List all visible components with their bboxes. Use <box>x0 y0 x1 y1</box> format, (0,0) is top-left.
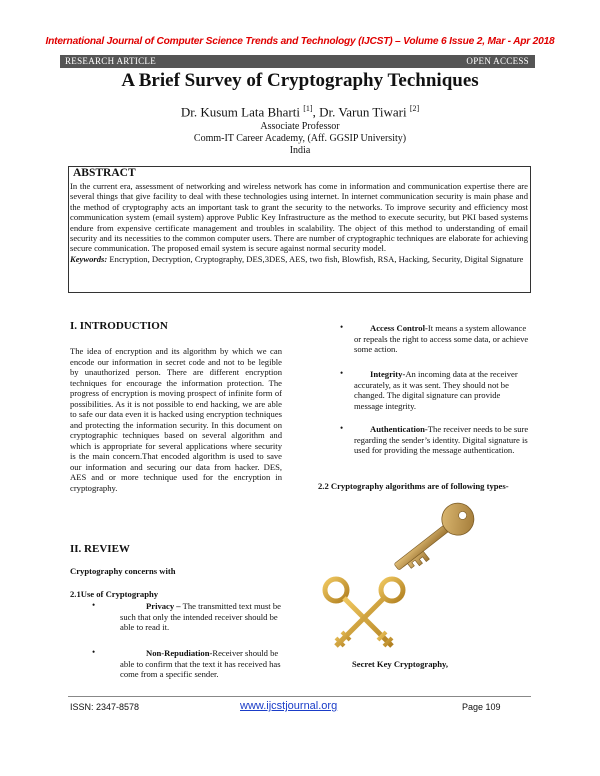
bullet-dot: • <box>92 647 96 657</box>
affiliation-institution: Comm-IT Career Academy, (Aff. GGSIP University) <box>193 133 407 144</box>
bullet-dot: • <box>340 423 344 433</box>
privacy-item <box>120 601 282 633</box>
privacy-term: Privacy – <box>146 601 181 611</box>
author-1: Dr. Kusum Lata Bharti <box>180 104 300 120</box>
affiliation-role: Associate Professor <box>260 121 340 132</box>
bullet-dot: • <box>340 368 344 378</box>
authentication-text: The receiver needs to be sure regarding the sender’s identity. Digital signature is used for providing the message authentication. <box>354 424 529 455</box>
access-control-text: It means a system allowance or repeals the right to access some data, or achieve some action. <box>354 323 529 354</box>
integrity-term: Integrity- <box>370 369 406 379</box>
author-2: , Dr. Varun Tiwari <box>312 104 407 120</box>
keywords-list: Encryption, Decryption, Cryptography, DES,3DES, AES, two fish, Blowfish, RSA, Hacking, Security, Digital Signature <box>107 253 524 264</box>
abstract-heading: ABSTRACT <box>73 167 136 179</box>
journal-header: International Journal of Computer Science Trends and Technology (IJCST) – Volume 6 Issue 2, Mar - Apr 2018 <box>45 36 555 47</box>
authors <box>0 104 600 120</box>
single-key-image <box>380 497 490 577</box>
bullet-dot: • <box>92 600 96 610</box>
access-control-term: Access Control- <box>370 323 428 333</box>
keywords-label: Keywords: <box>70 253 108 264</box>
non-repudiation-text: Receiver should be able to confirm that the text it has received has come from a specific sender. <box>120 648 281 679</box>
footer-divider <box>68 696 531 697</box>
bullet-dot: • <box>340 322 344 332</box>
non-repudiation-term: Non-Repudiation- <box>146 648 213 658</box>
intro-heading: I. INTRODUCTION <box>70 320 168 332</box>
intro-text: The idea of encryption and its algorithm by which we can encode our information in secret code and not to be legible by unauthorized person. There are different encryption techniques for encourage the information protection. The progress of encryption is moving prospect of infinite form of possibilities. As it is not possible to end hacking, we are able to safe our data even it is hacked using encryption techniques and protecting the information security. In this document on cryptographic techniques based on several algorithm and which is appropriate for several applications where security is the main concern.That encoded algorithm is used to save our information and securing our data from hacker. DES, AES and or more technique used for the encryption in cryptography. <box>70 346 282 493</box>
review-heading: II. REVIEW <box>70 543 130 555</box>
non-repudiation-item <box>120 648 282 680</box>
paper-title: A Brief Survey of Cryptography Techniques <box>121 70 479 91</box>
author-2-ref: [2] <box>409 104 420 113</box>
crossed-keys-image <box>318 574 410 656</box>
integrity-text: An incoming data at the receiver accurately, as it was sent. They should not be changed. The digital signature can provide message integrity. <box>354 369 518 411</box>
authentication-item <box>354 424 530 456</box>
article-banner <box>60 55 535 68</box>
use-of-cryptography-heading: 2.1Use of Cryptography <box>70 589 159 599</box>
research-article-label: RESEARCH ARTICLE <box>65 56 157 66</box>
access-control-item <box>354 323 530 355</box>
figure-caption: Secret Key Cryptography, <box>352 659 449 669</box>
integrity-item <box>354 369 530 411</box>
abstract-text <box>70 181 528 264</box>
journal-url-link[interactable]: www.ijcstjournal.org <box>240 700 338 712</box>
review-subheading: Cryptography concerns with <box>70 566 176 576</box>
authentication-term: Authentication- <box>370 424 428 434</box>
privacy-text: The transmitted text must be such that only the intended receiver should be able to read it. <box>120 601 281 632</box>
abstract-body: In the current era, assessment of networking and wireless network has come in information and communication expertise there are several things that give facility to deal with these technologies using internet. In internet communication security is main phase and the method of cryptography acts an important task to grant the security to the networks. To improve security and efficiency most communication system (email system) approve Public Key Infrastructure as the method to execute security, but PKI based systems endure from expensive certificate management and troubles in scalability. The object of this method to understanding of email security and its necessities to the common computer users. There are number of cryptographic techniques are elaborate for achieving secure communication. The proposed email system is secure against normal security model. <box>70 181 528 254</box>
open-access-label: OPEN ACCESS <box>466 56 529 66</box>
affiliation-country: India <box>289 145 311 156</box>
algorithms-heading: 2.2 Cryptography algorithms are of following types- <box>318 481 509 491</box>
issn: ISSN: 2347-8578 <box>70 702 140 712</box>
author-1-ref: [1] <box>303 104 313 113</box>
page-number: Page 109 <box>462 702 501 712</box>
